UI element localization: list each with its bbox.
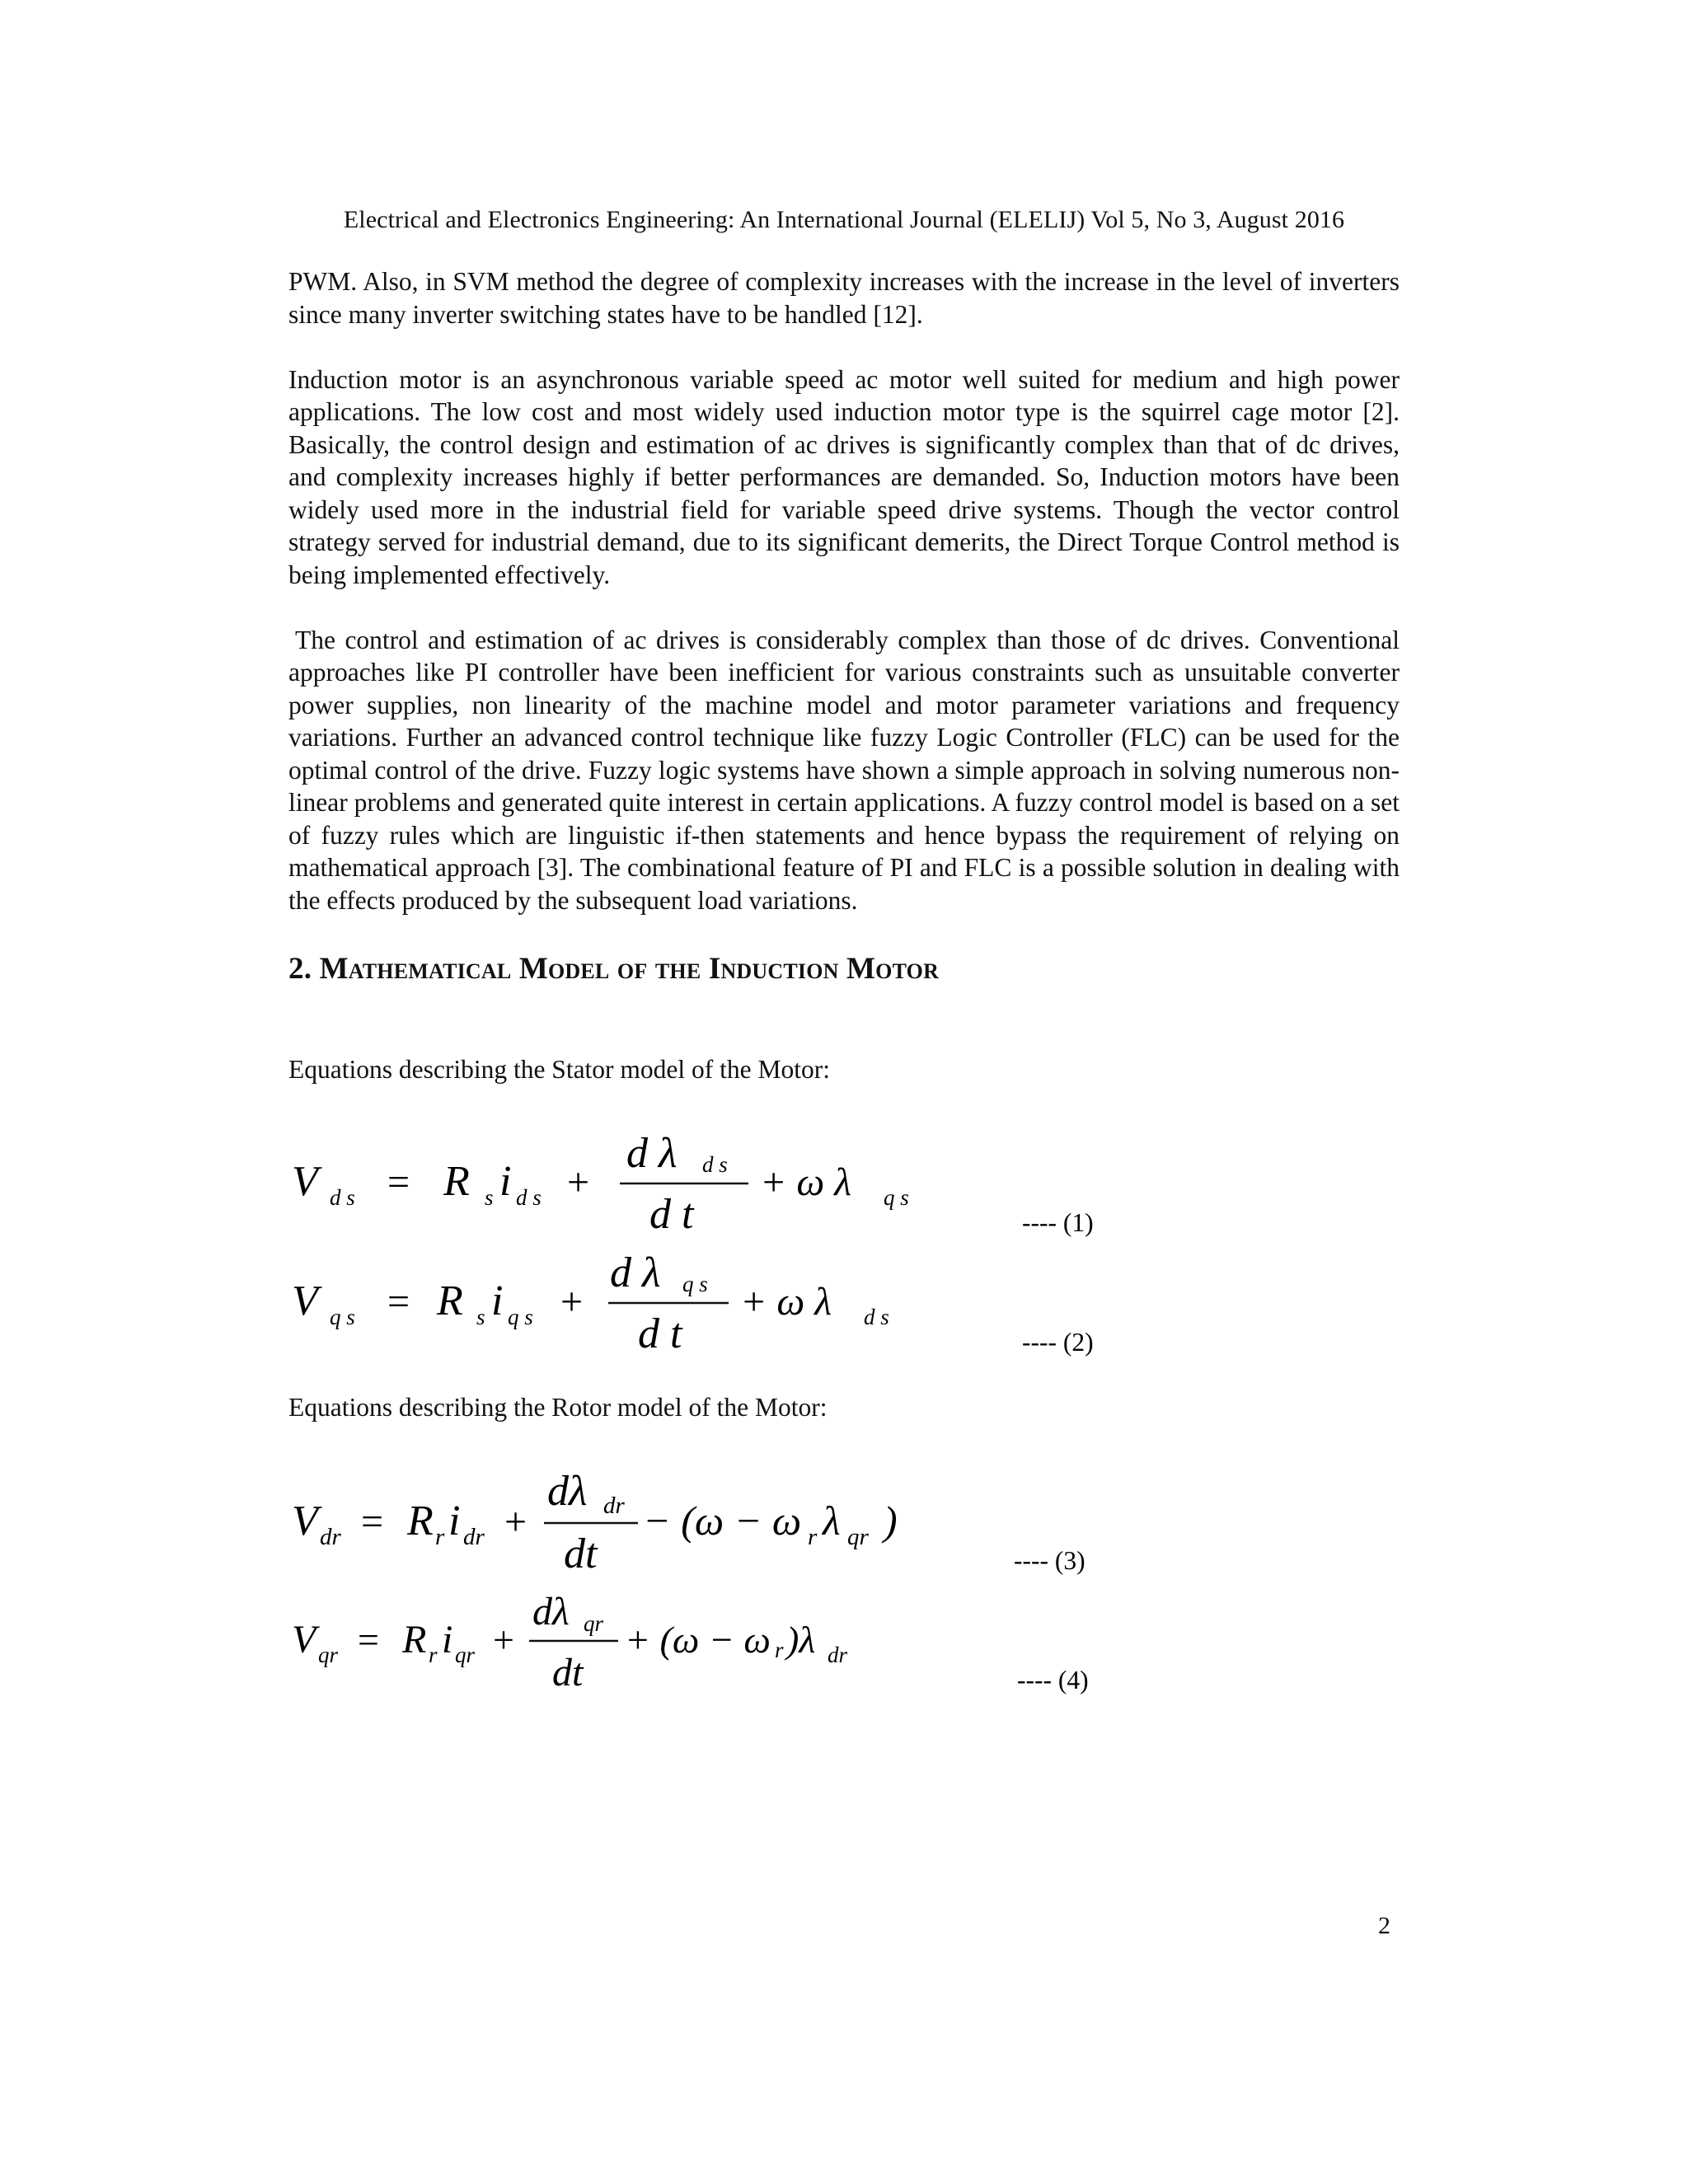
equation-1: [288, 1130, 1360, 1261]
eq3-den: dt: [564, 1530, 598, 1577]
running-header: Electrical and Electronics Engineering: An International Journal (ELELIJ) Vol 5, No 3, August 2016: [343, 206, 1345, 233]
eq1-num-sub: d s: [702, 1152, 728, 1177]
equation-3: [288, 1468, 1360, 1599]
eq3-i-sub: dr: [463, 1524, 485, 1550]
eq2-num-sub: q s: [682, 1272, 708, 1296]
eq3-tail-b-sub: qr: [847, 1524, 869, 1550]
eq4-lhs-sub: qr: [318, 1643, 339, 1667]
eq1-den: d t: [649, 1191, 694, 1238]
eq3-r-sub: r: [435, 1524, 445, 1550]
eq2-lhs-sub: q s: [330, 1305, 355, 1329]
eq4-equals: =: [358, 1619, 379, 1661]
eq3-r: R: [407, 1497, 434, 1544]
eq4-tail-b: )λ: [786, 1619, 816, 1661]
eq3-tail-a-sub: r: [808, 1524, 818, 1550]
eq1-lhs: V: [292, 1158, 318, 1205]
eq4-r-sub: r: [429, 1643, 438, 1667]
eq4-tail-a-sub: r: [775, 1638, 784, 1662]
eq2-r: R: [437, 1277, 463, 1324]
eq2-i-sub: q s: [508, 1305, 533, 1329]
equation-4-svg: [288, 1590, 1360, 1718]
eq4-i-sub: qr: [455, 1643, 476, 1667]
eq1-number: ---- (1): [1022, 1208, 1094, 1237]
paragraph-3: The control and estimation of ac drives is considerably complex than those of dc drives. Conventional approaches like PI controller have been inefficient for various constraints such as unsuitable converter power supplies, non linearity of the machine model and motor parameter variations and frequency variations. Further an advanced control technique like fuzzy Logic Controller (FLC) can be used for the optimal control of the drive. Fuzzy logic systems have shown a simple approach in solving numerous non-linear problems and generated quite interest in certain applications. A fuzzy control model is based on a set of fuzzy rules which are linguistic if-then statements and hence bypass the requirement of relying on mathematical approach [3]. The combinational feature of PI and FLC is a possible solution in dealing with the effects produced by the subsequent load variations.: [288, 625, 1400, 915]
eq3-lhs: V: [292, 1497, 318, 1544]
page-number: 2: [1378, 1912, 1390, 1939]
eq4-den: dt: [552, 1651, 584, 1694]
equation-1-svg: [288, 1130, 1360, 1261]
section-heading: 2. Mathematical Model of the Induction Motor: [288, 952, 940, 986]
eq3-tail-b: λ: [823, 1497, 841, 1544]
eq2-r-sub: s: [476, 1305, 485, 1329]
eq1-equals: =: [387, 1160, 410, 1204]
stator-intro: Equations describing the Stator model of the Motor:: [288, 1055, 831, 1084]
eq2-tail: + ω λ: [740, 1280, 832, 1324]
eq3-plus: +: [504, 1500, 528, 1544]
eq4-tail-b-sub: dr: [828, 1643, 848, 1667]
eq4-num: dλ: [532, 1590, 570, 1633]
eq3-lhs-sub: dr: [320, 1524, 341, 1550]
eq2-plus: +: [560, 1280, 584, 1324]
eq2-lhs: V: [292, 1277, 318, 1324]
eq1-i: i: [499, 1158, 512, 1205]
body-text: [288, 265, 1400, 987]
equation-4: [288, 1590, 1360, 1718]
eq4-i: i: [442, 1618, 453, 1661]
eq2-number: ---- (2): [1022, 1328, 1094, 1357]
eq2-num: d λ: [610, 1249, 661, 1296]
eq2-i: i: [491, 1277, 504, 1324]
eq4-lhs: V: [292, 1618, 316, 1661]
equation-3-svg: [288, 1468, 1360, 1599]
paragraph-2: Induction motor is an asynchronous variable speed ac motor well suited for medium and high power applications. The low cost and most widely used induction motor type is the squirrel cage motor [2]. Basically, the control design and estimation of ac drives is significantly complex than that of dc drives, and complexity increases highly if better performances are demanded. So, Induction motors have been widely used more in the industrial field for variable speed drive systems. Though the vector control strategy served for industrial demand, due to its significant demerits, the Direct Torque Control method is being implemented effectively.: [288, 364, 1400, 589]
eq3-equals: =: [361, 1500, 384, 1544]
rotor-intro: Equations describing the Rotor model of the Motor:: [288, 1393, 828, 1422]
eq4-r: R: [402, 1618, 427, 1661]
eq3-tail-a: − (ω − ω: [643, 1497, 802, 1544]
equation-2: [288, 1249, 1360, 1380]
eq1-num: d λ: [626, 1130, 678, 1177]
eq1-lhs-sub: d s: [330, 1185, 355, 1210]
eq4-plus: +: [493, 1619, 514, 1661]
equation-2-svg: [288, 1249, 1360, 1380]
eq3-i: i: [448, 1497, 461, 1544]
eq4-tail-a: + (ω − ω: [625, 1619, 771, 1661]
eq1-r-sub: s: [485, 1185, 494, 1210]
eq3-num: dλ: [547, 1468, 588, 1515]
eq3-number: ---- (3): [1014, 1546, 1085, 1575]
paragraph-1: PWM. Also, in SVM method the degree of complexity increases with the increase in the level of inverters since many inverter switching states have to be handled [12].: [288, 267, 1400, 329]
eq3-tail-c: ): [884, 1497, 898, 1544]
eq1-r: R: [443, 1158, 470, 1205]
eq4-number: ---- (4): [1017, 1666, 1089, 1694]
eq4-num-sub: qr: [584, 1611, 604, 1636]
eq1-plus: +: [567, 1160, 590, 1204]
eq2-tail-sub: d s: [864, 1305, 889, 1329]
eq3-num-sub: dr: [603, 1493, 625, 1519]
eq2-den: d t: [638, 1310, 682, 1357]
eq1-tail-sub: q s: [884, 1185, 909, 1210]
eq1-i-sub: d s: [516, 1185, 542, 1210]
eq2-equals: =: [387, 1280, 410, 1324]
eq1-tail: + ω λ: [760, 1160, 852, 1204]
